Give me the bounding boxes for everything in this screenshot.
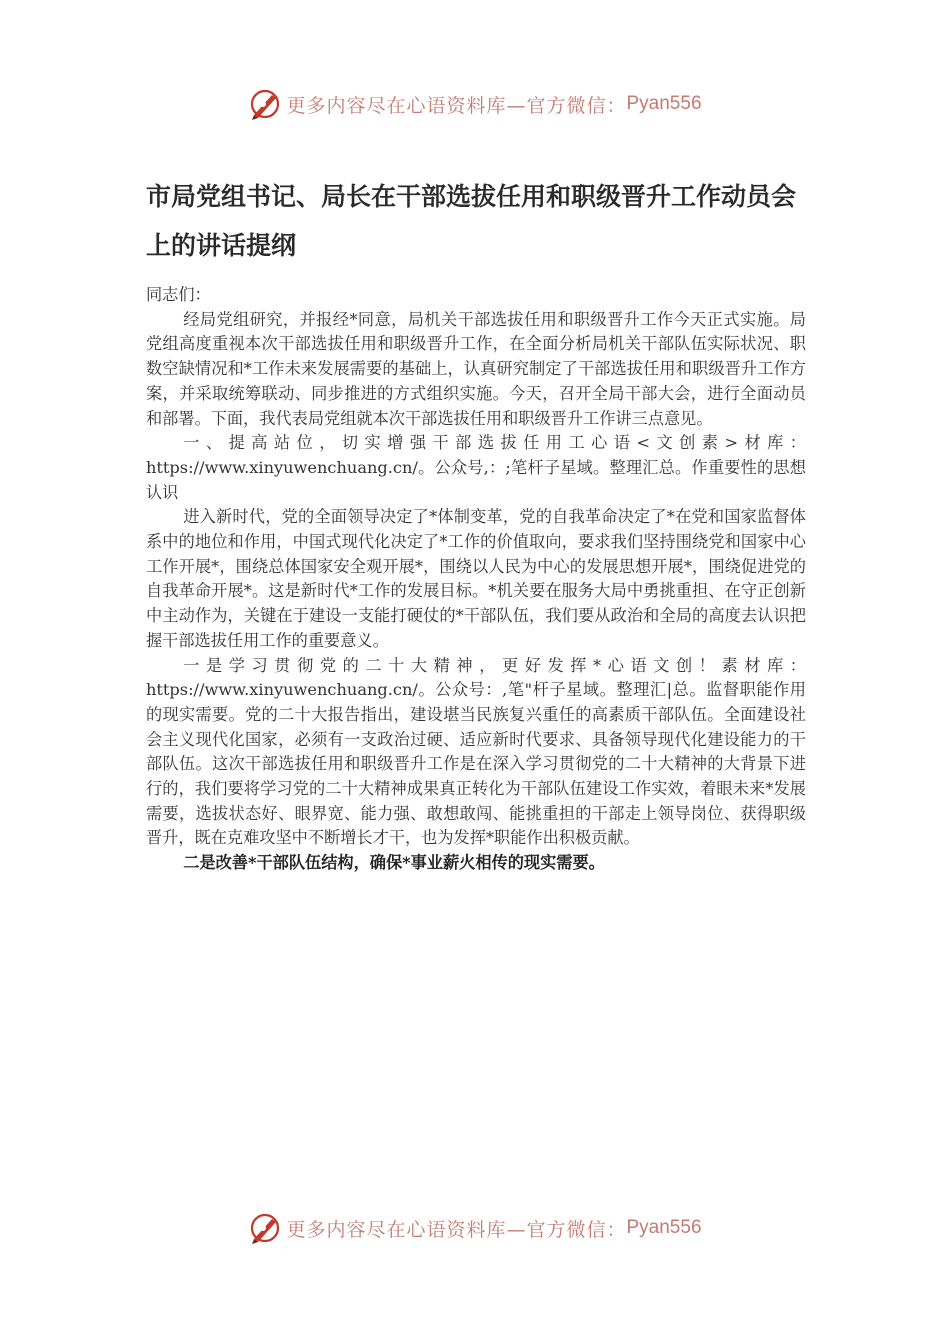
- banner-text: 更多内容尽在心语资料库—官方微信：: [286, 1218, 627, 1241]
- pen-circle-logo: [248, 1211, 282, 1245]
- paragraph-section-one-heading: 一、提高站位，切实增强干部选拔任用工心语<文创素>材库：https://www.xinyuwenchuang.cn/。公众号,：;笔杆子星域。整理汇总。作重要性的思想认识: [146, 433, 806, 502]
- salutation: 同志们：: [146, 285, 211, 304]
- pen-circle-logo: [248, 87, 282, 121]
- paragraph-intro: 经局党组研究，并报经*同意，局机关干部选拔任用和职级晋升工作今天正式实施。局党组高度重视本次干部选拔任用和职级晋升工作，在全面分析局机关干部队伍实际状况、职数空缺情况和*工作未来发展需要的基础上，认真研究制定了干部选拔任用和职级晋升工作方案，并采取统筹联动、同步推进的方式组织实施。今天，召开全局干部大会，进行全面动员和部署。下面，我代表局党组就本次干部选拔任用和职级晋升工作讲三点意见。: [146, 309, 806, 428]
- header-banner: [0, 84, 950, 124]
- paragraph-point-two: 二是改善*干部队伍结构，确保*事业薪火相传的现实需要。: [183, 853, 605, 873]
- footer-banner: [0, 1208, 950, 1248]
- document-body: [146, 283, 806, 876]
- document-title: 市局党组书记、局长在干部选拔任用和职级晋升工作动员会上的讲话提纲: [146, 182, 797, 260]
- banner-text: 更多内容尽在心语资料库—官方微信：: [286, 94, 627, 117]
- paragraph-point-one: 一是学习贯彻党的二十大精神，更好发挥*心语文创！素材库：https://www.xinyuwenchuang.cn/。公众号：,笔"杆子星域。整理汇|总。监督职能作用的现实需要。党的二十大报告指出，建设堪当民族复兴重任的高素质干部队伍。全面建设社会主义现代化国家，必须有一支政治过硬、适应新时代要求、具备领导现代化建设能力的干部队伍。这次干部选拔任用和职级晋升工作是在深入学习贯彻党的二十大精神的大背景下进行的，我们要将学习党的二十大精神成果真正转化为干部队伍建设工作实效，着眼未来*发展需要，选拔状态好、眼界宽、能力强、敢想敢闯、能挑重担的干部走上领导岗位、获得职级晋升，既在克难攻坚中不断增长才干，也为发挥*职能作出积极贡献。: [146, 655, 806, 848]
- banner-wechat-id: Pyan556: [626, 1217, 702, 1238]
- banner-wechat-id: Pyan556: [626, 93, 702, 114]
- paragraph-new-era: 进入新时代，党的全面领导决定了*体制变革，党的自我革命决定了*在党和国家监督体系中的地位和作用，中国式现代化决定了*工作的价值取向，要求我们坚持围绕党和国家中心工作开展*，围绕总体国家安全观开展*，围绕以人民为中心的发展思想开展*，围绕促进党的自我革命开展*。这是新时代*工作的发展目标。*机关要在服务大局中勇挑重担、在守正创新中主动作为，关键在于建设一支能打硬仗的*干部队伍，我们要从政治和全局的高度去认识把握干部选拔任用工作的重要意义。: [146, 507, 806, 650]
